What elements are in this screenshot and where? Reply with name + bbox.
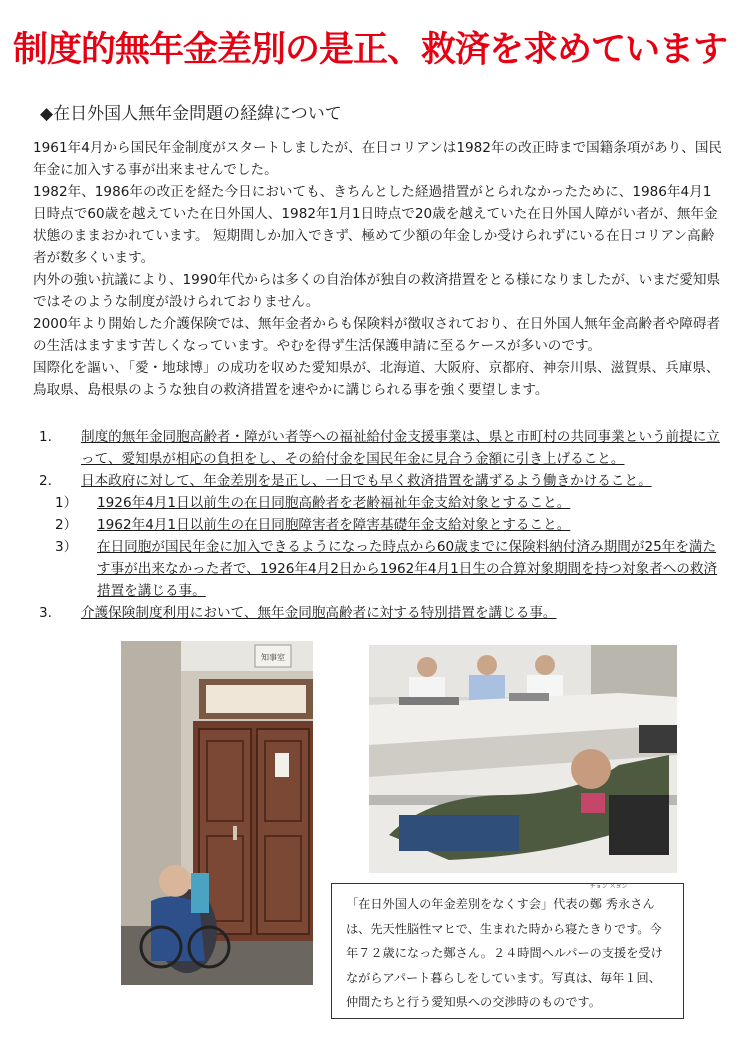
- demand-item: [33, 426, 723, 470]
- demand-item: [33, 602, 723, 624]
- paragraph: 内外の強い抗議により、1990年代からは多くの自治体が独自の救済措置をとる様になりましたが、いまだ愛知県ではそのような制度が設けられておりません。: [33, 272, 721, 310]
- demands-list: [33, 426, 723, 624]
- meeting-scene-image: [369, 645, 677, 873]
- demand-item: [33, 470, 723, 492]
- demand-subitem: [33, 536, 723, 602]
- demand-number: 3）: [55, 539, 78, 555]
- demand-number: 2）: [55, 517, 78, 533]
- demand-number: 1.: [39, 429, 52, 445]
- paragraph: 2000年より開始した介護保険では、無年金者からも保険料が徴収されており、在日外国人無年金高齢者や障碍者の生活はますます苦しくなっています。やむを得ず生活保護申請に至るケースが多いのです。: [33, 316, 721, 354]
- caption-text-before: 「在日外国人の年金差別をなくす会」代表の: [346, 897, 590, 911]
- demand-text: 1926年4月1日以前生の在日同胞高齢者を老齢福祉年金支給対象とすること。: [97, 495, 571, 511]
- demand-subitem: [33, 492, 723, 514]
- caption-person-name: [589, 883, 631, 917]
- paragraph: 1961年4月から国民年金制度がスタートしましたが、在日コリアンは1982年の改正時まで国籍条項があり、国民年金に加入する事が出来ませんでした。: [33, 140, 723, 178]
- photo-governor-office-door: [121, 641, 313, 985]
- page-title: 制度的無年金差別の是正、救済を求めています: [12, 30, 727, 70]
- photo-caption: [331, 883, 684, 1019]
- demand-number: 2.: [39, 473, 52, 489]
- demand-text: 制度的無年金同胞高齢者・障がい者等への福祉給付金支援事業は、県と市町村の共同事業という前提に立って、愛知県が相応の負担をし、その給付金を国民年金に見合う金額に引き上げること。: [81, 429, 720, 467]
- background-text: [33, 137, 723, 401]
- paragraph: 1982年、1986年の改正を経た今日においても、きちんとした経過措置がとられなかったために、1986年4月1日時点で60歳を越えていた在日外国人、1982年1月1日時点で20歳を越えていた在日外国人障がい者が、無年金状態のままおかれています。 短期間しか加入できず、極めて少額の年金しか受けられずにいる在日コリアン高齢者が数多くいます。: [33, 184, 718, 266]
- demand-text: 日本政府に対して、年金差別を是正し、一日でも早く救済措置を講ずるよう働きかけること。: [81, 473, 652, 489]
- photo-negotiation-meeting: [369, 645, 677, 873]
- paragraph: 国際化を謳い、「愛・地球博」の成功を収めた愛知県が、北海道、大阪府、京都府、神奈川県、滋賀県、兵庫県、鳥取県、島根県のような独自の救済措置を速やかに講じられる事を強く要望します。: [33, 360, 720, 398]
- person-name-reading: チョン スヨン: [589, 883, 628, 890]
- demand-text: 在日同胞が国民年金に加入できるようになった時点から60歳までに保険料納付済み期間が25年を満たす事が出来なかった者で、1926年4月2日から1962年4月1日生の合算対象期間を持つ対象者への救済措置を講じる事。: [97, 539, 718, 599]
- demand-number: 3.: [39, 605, 52, 621]
- door-scene-image: [121, 641, 313, 985]
- demand-text: 1962年4月1日以前生の在日同胞障害者を障害基礎年金支給対象とすること。: [97, 517, 571, 533]
- caption-text-after: さんは、先天性脳性マヒで、生まれた時から寝たきりです。今年７２歳になった鄭さん。２４時間ヘルパーの支援を受けながらアパート暮らしをしています。写真は、毎年１回、仲間たちと行う愛知県への交渉時のものです。: [346, 897, 663, 1009]
- person-name: 鄭 秀永: [589, 897, 631, 911]
- demand-subitem: [33, 514, 723, 536]
- demand-text: 介護保険制度利用において、無年金同胞高齢者に対する特別措置を講じる事。: [81, 605, 557, 621]
- door-sign-text: 知事室: [261, 653, 285, 662]
- section-heading: ◆在日外国人無年金問題の経緯について: [40, 104, 342, 124]
- demand-number: 1）: [55, 495, 78, 511]
